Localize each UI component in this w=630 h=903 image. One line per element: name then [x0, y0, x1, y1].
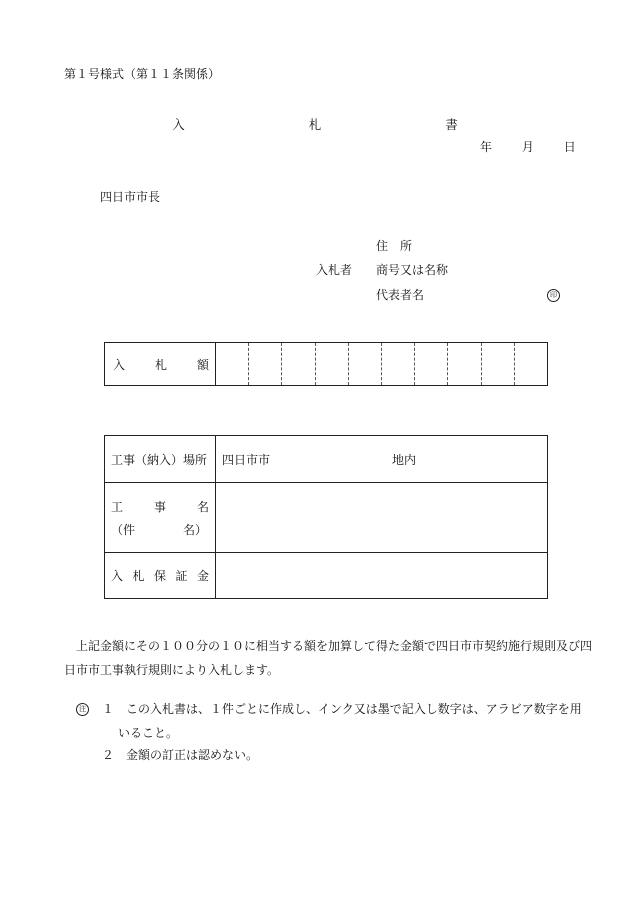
deposit-value[interactable] [216, 553, 547, 598]
company-name-label: 商号又は名称 [376, 263, 449, 277]
work-name-label-char: 工 [111, 499, 124, 514]
representative-label: 代表者名 [376, 288, 425, 302]
deposit-label-char: 入 [111, 569, 124, 583]
note-mark-icon: 注 [76, 703, 89, 716]
address-label: 住 所 [376, 239, 413, 253]
title-char: 札 [308, 117, 322, 132]
bid-amount-label [105, 343, 216, 385]
bid-amount-label-char: 入 [113, 357, 126, 372]
work-name-label-line1 [111, 498, 209, 515]
note-1-line-2: いること。 [118, 726, 179, 740]
location-value[interactable] [216, 436, 547, 482]
bid-amount-digit-cell[interactable] [515, 343, 547, 385]
title-char: 入 [172, 117, 185, 132]
work-name-value[interactable] [216, 483, 547, 552]
bidder-label: 入札者 [316, 263, 353, 277]
bid-amount-digit-cell[interactable] [349, 343, 382, 385]
work-name-row [105, 483, 547, 553]
date-day: 日 [563, 140, 576, 154]
body-statement: 上記金額にその１００分の１０に相当する額を加算して得た金額で四日市市契約施行規則及び四日市市工事執行規則により入札します。 [64, 639, 593, 677]
title-char: 書 [445, 117, 458, 132]
date-line [480, 141, 602, 153]
work-name-label [105, 483, 216, 552]
bid-amount-digits [216, 343, 547, 385]
bid-amount-digit-cell[interactable] [249, 343, 282, 385]
deposit-row [105, 553, 547, 598]
deposit-label [105, 553, 216, 598]
seal-icon: 印 [547, 289, 560, 302]
date-year: 年 [480, 140, 493, 154]
deposit-label-char: 札 [132, 569, 145, 583]
note-2: ２ 金額の訂正は認めない。 [102, 748, 259, 762]
work-name-label-char: 名 [196, 499, 209, 514]
bid-amount-digit-cell[interactable] [216, 343, 249, 385]
work-details-table [104, 435, 548, 599]
bid-amount-table [104, 342, 548, 386]
form-number: 第１号様式（第１１条関係） [64, 67, 221, 81]
bid-amount-digit-cell[interactable] [448, 343, 481, 385]
bid-amount-digit-cell[interactable] [482, 343, 515, 385]
bid-amount-digit-cell[interactable] [316, 343, 349, 385]
document-title [0, 119, 630, 132]
date-month: 月 [521, 140, 534, 154]
work-name-label-char: 名） [182, 522, 207, 537]
location-label: 工事（納入）場所 [105, 436, 216, 482]
deposit-label-char: 保 [153, 569, 166, 583]
work-name-label-char: 事 [153, 499, 166, 514]
deposit-label-char: 金 [196, 569, 209, 583]
bid-amount-digit-cell[interactable] [282, 343, 315, 385]
bid-amount-digit-cell[interactable] [415, 343, 448, 385]
addressee: 四日市市長 [100, 190, 161, 204]
work-name-label-char: （件 [111, 522, 136, 537]
bid-amount-label-char: 札 [154, 357, 167, 372]
work-name-label-line2 [111, 521, 209, 538]
note-1-line-1: １ この入札書は、１件ごとに作成し、インク又は墨で記入し数字は、アラビア数字を用 [102, 702, 582, 716]
location-row [105, 436, 547, 483]
bid-amount-digit-cell[interactable] [382, 343, 415, 385]
location-city: 四日市市 [222, 452, 271, 467]
location-suffix: 地内 [392, 452, 417, 467]
bid-amount-label-char: 額 [196, 357, 209, 372]
deposit-label-char: 証 [175, 569, 188, 583]
